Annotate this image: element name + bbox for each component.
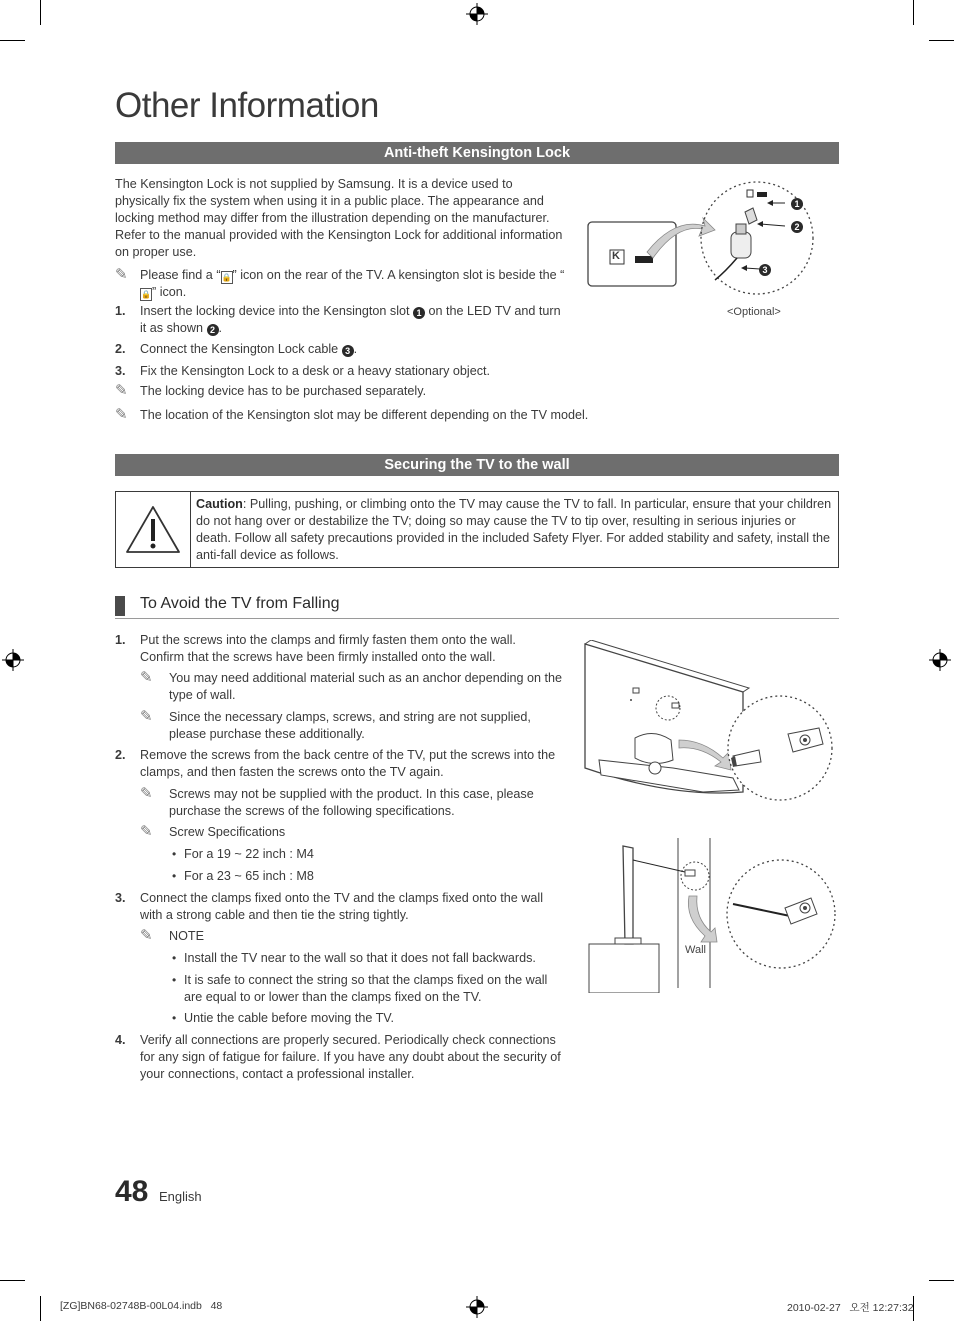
falling-step-3: Connect the clamps fixed onto the TV and the clamps fixed onto the wall with a strong cable and then tie the string tightly. bbox=[140, 891, 543, 922]
section-header-kensington: Anti-theft Kensington Lock bbox=[115, 142, 839, 164]
step-number: 3. bbox=[115, 364, 126, 378]
step-text: . bbox=[218, 321, 222, 335]
crop-mark bbox=[0, 1280, 25, 1281]
caution-label: Caution bbox=[196, 497, 243, 511]
note-text: ” icon on the rear of the TV. A kensington slot is beside the “ bbox=[232, 268, 565, 282]
callout-3-icon: 3 bbox=[342, 345, 354, 357]
note-pencil-icon: ✎ bbox=[115, 382, 128, 399]
page-title: Other Information bbox=[115, 86, 379, 125]
callout-1-icon: 1 bbox=[413, 307, 425, 319]
illustration-k-label: K bbox=[612, 250, 620, 262]
caution-divider bbox=[190, 491, 191, 568]
registration-mark-icon bbox=[466, 1296, 488, 1318]
subheading-rule bbox=[115, 618, 839, 619]
kensington-note-3: The location of the Kensington slot may be different depending on the TV model. bbox=[140, 408, 589, 422]
kensington-note-1 bbox=[140, 267, 565, 301]
callout-2-icon: 2 bbox=[207, 324, 219, 336]
kensington-illustration bbox=[585, 172, 825, 322]
step-text: Connect the Kensington Lock cable bbox=[140, 342, 339, 356]
note-label: NOTE bbox=[169, 929, 204, 943]
kensington-diagram-icon bbox=[585, 172, 825, 307]
optional-label: <Optional> bbox=[727, 306, 781, 318]
step-number: 1. bbox=[115, 633, 126, 647]
kensington-intro: The Kensington Lock is not supplied by Samsung. It is a device used to physically fix the system when using it in a public place. The appearance and locking method may differ from the illustration depending on the manufacturer. Refer to the manual provided with the Kensington Lock for additional information on proper use. bbox=[115, 177, 563, 259]
subheading-marker bbox=[115, 596, 125, 616]
kensington-step-2 bbox=[140, 341, 565, 358]
page-number: 48 bbox=[115, 1175, 149, 1208]
falling-step-2: Remove the screws from the back centre of the TV, put the screws into the clamps, and then fasten the screws onto the TV again. bbox=[140, 748, 556, 779]
note-pencil-icon: ✎ bbox=[140, 823, 153, 840]
falling-step-2-note-2: Screw Specifications bbox=[169, 825, 286, 839]
note-text: ” icon. bbox=[152, 285, 187, 299]
footer-filename: [ZG]BN68-02748B-00L04.indb 48 bbox=[60, 1300, 223, 1312]
step-number: 3. bbox=[115, 891, 126, 905]
footer-timestamp: 2010-02-27 오전 12:27:32 bbox=[787, 1302, 914, 1314]
caution-text bbox=[196, 496, 832, 564]
note-pencil-icon: ✎ bbox=[140, 669, 153, 686]
bullet-dot: • bbox=[172, 1011, 177, 1025]
registration-mark-icon bbox=[466, 3, 488, 25]
bullet-dot: • bbox=[172, 973, 177, 987]
wall-clamp-illustration-icon bbox=[585, 838, 840, 993]
note-text: Please find a “ bbox=[140, 268, 221, 282]
tv-back-clamp-illustration-icon bbox=[583, 640, 833, 805]
step-number: 2. bbox=[115, 748, 126, 762]
registration-mark-icon bbox=[929, 649, 951, 671]
registration-mark-icon bbox=[2, 649, 24, 671]
note-bullet-1: Install the TV near to the wall so that it does not fall backwards. bbox=[184, 951, 536, 965]
callout-1-icon: 1 bbox=[791, 198, 803, 210]
step-text: Insert the locking device into the Kensington slot bbox=[140, 304, 410, 318]
step-text: on the LED TV and turn it as shown bbox=[140, 304, 561, 335]
step-number: 1. bbox=[115, 304, 126, 318]
step-text: . bbox=[353, 342, 358, 356]
subheading: To Avoid the TV from Falling bbox=[140, 595, 340, 612]
note-pencil-icon: ✎ bbox=[140, 927, 153, 944]
callout-2-icon: 2 bbox=[791, 221, 803, 233]
kensington-step-1 bbox=[140, 303, 565, 337]
note-pencil-icon: ✎ bbox=[115, 406, 128, 423]
note-pencil-icon: ✎ bbox=[140, 708, 153, 725]
note-bullet-2: It is safe to connect the string so that the clamps fixed on the wall are equal to or lower than the clamps fixed on the TV. bbox=[184, 973, 548, 1004]
step-number: 4. bbox=[115, 1033, 126, 1047]
kensington-lock-icon: 🔒 bbox=[141, 290, 151, 299]
kensington-note-2: The locking device has to be purchased separately. bbox=[140, 384, 427, 398]
warning-triangle-icon bbox=[125, 504, 181, 554]
crop-mark bbox=[0, 40, 25, 41]
crop-mark bbox=[40, 1296, 41, 1321]
falling-step-1-note-2: Since the necessary clamps, screws, and string are not supplied, please purchase these additionally. bbox=[169, 710, 531, 741]
falling-step-4: Verify all connections are properly secured. Periodically check connections for any sign of fatigue for failure. If you have any doubt about the security of your connections, contact a professional installer. bbox=[140, 1033, 561, 1081]
crop-mark bbox=[40, 0, 41, 25]
step-number: 2. bbox=[115, 342, 126, 356]
crop-mark bbox=[929, 1280, 954, 1281]
falling-step-1-note-1: You may need additional material such as an anchor depending on the type of wall. bbox=[169, 671, 563, 702]
callout-3-icon: 3 bbox=[759, 264, 771, 276]
note-bullet-3: Untie the cable before moving the TV. bbox=[184, 1011, 395, 1025]
kensington-step-3: Fix the Kensington Lock to a desk or a heavy stationary object. bbox=[140, 364, 491, 378]
crop-mark bbox=[913, 0, 914, 25]
bullet-dot: • bbox=[172, 951, 177, 965]
page-language: English bbox=[159, 1189, 202, 1204]
crop-mark bbox=[929, 40, 954, 41]
caution-body: : Pulling, pushing, or climbing onto the TV may cause the TV to fall. In particular, ensure that your children do not hang over or destabilize the TV; doing so may cause the TV to tip over, resulting in serious injuries or death. Follow all safety precautions provided in the included Safety Flyer. For added stability and safety, install the anti-fall device as follows. bbox=[196, 497, 832, 562]
falling-step-2-note-1: Screws may not be supplied with the product. In this case, please purchase the screws of the following specifications. bbox=[169, 787, 534, 818]
note-pencil-icon: ✎ bbox=[140, 785, 153, 802]
bullet-dot: • bbox=[172, 869, 177, 883]
screw-spec-1: For a 19 ~ 22 inch : M4 bbox=[184, 847, 314, 861]
section-header-securing: Securing the TV to the wall bbox=[115, 454, 839, 476]
note-pencil-icon: ✎ bbox=[115, 266, 128, 283]
bullet-dot: • bbox=[172, 847, 177, 861]
wall-label: Wall bbox=[685, 944, 706, 956]
falling-step-1: Put the screws into the clamps and firmly fasten them onto the wall. Confirm that the screws have been firmly installed onto the wall. bbox=[140, 633, 516, 664]
kensington-lock-icon: 🔒 bbox=[221, 273, 232, 282]
screw-spec-2: For a 23 ~ 65 inch : M8 bbox=[184, 869, 314, 883]
